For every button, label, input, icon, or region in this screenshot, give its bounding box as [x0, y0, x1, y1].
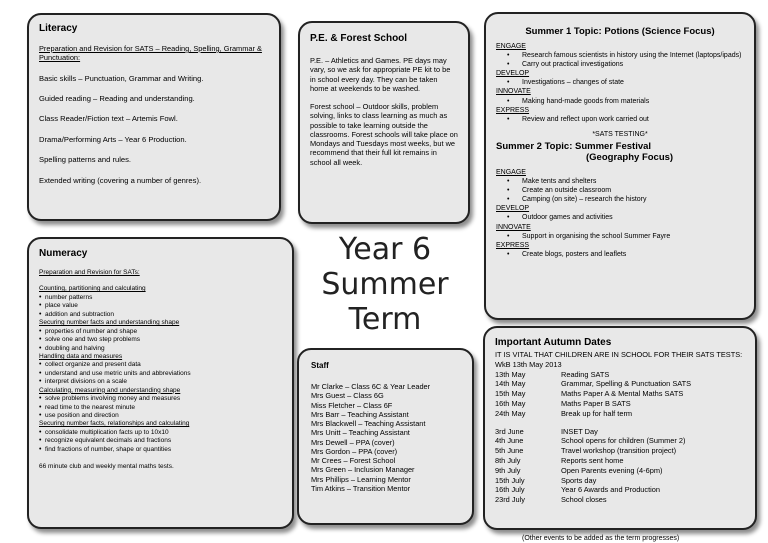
pe-paragraph: P.E. – Athletics and Games. PE days may vary, so we ask for appropriate PE kit to be in school every day. They can be taken home at weekends to be washed. [310, 56, 451, 93]
event-cell: Maths Paper B SATS [561, 398, 631, 408]
table-row [495, 399, 691, 409]
numeracy-item: • properties of number and shape [39, 328, 282, 336]
date-cell: 16th July [495, 485, 525, 495]
staff-member: Mrs Gordon – PPA (cover) [311, 446, 398, 456]
summer1-express-heading: EXPRESS [496, 106, 530, 114]
summer1-innovate-item: • Making hand-made goods from materials [522, 97, 744, 106]
dates-table-2 [495, 427, 685, 505]
table-row [495, 436, 685, 446]
date-cell: 13th May [495, 369, 526, 379]
numeracy-subtitle: Preparation and Revision for SATs: [39, 269, 140, 276]
table-row [495, 466, 685, 476]
pe-title: P.E. & Forest School [310, 33, 408, 44]
literacy-line: Spelling patterns and rules. [39, 155, 132, 165]
date-cell: 3rd June [495, 426, 524, 436]
date-cell: 15th May [495, 389, 526, 399]
numeracy-item: • number patterns [39, 294, 282, 302]
staff-member: Mrs Green – Inclusion Manager [311, 465, 415, 475]
date-cell: 14th May [495, 379, 526, 389]
date-cell: 15th July [495, 475, 525, 485]
event-cell: Reading SATS [561, 369, 610, 379]
table-row [495, 456, 685, 466]
date-cell: 16th May [495, 398, 526, 408]
date-cell: 8th July [495, 455, 521, 465]
summer1-engage-item: • Research famous scientists in history using the Internet (laptops/ipads) [522, 51, 744, 60]
table-row [495, 476, 685, 486]
summer2-innovate-item: • Support in organising the school Summer Fayre [522, 232, 744, 241]
page-title [300, 232, 470, 337]
event-cell: School opens for children (Summer 2) [561, 436, 686, 446]
summer2-express-heading: EXPRESS [496, 241, 530, 249]
summer2-engage-item: • Make tents and shelters [522, 177, 744, 186]
table-row [495, 409, 691, 419]
staff-panel [297, 348, 474, 525]
pe-forest-school-panel [298, 21, 470, 224]
literacy-line: Basic skills – Punctuation, Grammar and Writing. [39, 73, 204, 83]
numeracy-item: • collect organize and present data [39, 361, 282, 369]
numeracy-item: • addition and subtraction [39, 311, 282, 319]
date-cell: 9th July [495, 465, 521, 475]
event-cell: INSET Day [561, 426, 598, 436]
literacy-line: Drama/Performing Arts – Year 6 Production. [39, 134, 187, 144]
event-cell: Sports day [561, 475, 597, 485]
numeracy-item: • recognize equivalent decimals and fractions [39, 437, 282, 445]
staff-member: Mrs Barr – Teaching Assistant [311, 409, 409, 419]
event-cell: Reports sent home [561, 455, 624, 465]
table-row [495, 370, 691, 380]
page-title-line: Term [348, 302, 422, 337]
literacy-subtitle: Preparation and Revision for SATS – Reading, Spelling, Grammar & Punctuation: [39, 44, 262, 63]
summer1-express-item: • Review and reflect upon work carried out [522, 115, 744, 124]
event-cell: Year 6 Awards and Production [561, 485, 661, 495]
numeracy-item: • consolidate multiplication facts up to 10x10 [39, 429, 282, 437]
staff-member: Mrs Phillips – Learning Mentor [311, 474, 411, 484]
dates-title: Important Autumn Dates [495, 337, 612, 348]
numeracy-item: • use position and direction [39, 412, 282, 420]
dates-notice: IT IS VITAL THAT CHILDREN ARE IN SCHOOL FOR THEIR SATS TESTS: WkB 13th May 2013 [495, 350, 743, 369]
summer2-title: Summer 2 Topic: Summer Festival [496, 140, 652, 152]
literacy-line: Guided reading – Reading and understanding. [39, 93, 195, 103]
table-row [495, 389, 691, 399]
staff-member: Mrs Guest – Class 6G [311, 391, 384, 401]
numeracy-item: • solve one and two step problems [39, 336, 282, 344]
dates-table-1 [495, 370, 691, 419]
date-cell: 24th May [495, 408, 526, 418]
summer2-engage-item: • Create an outside classroom [522, 186, 744, 195]
event-cell: Travel workshop (transition project) [561, 446, 677, 456]
numeracy-item: • find fractions of number, shape or quantities [39, 446, 282, 454]
table-row [495, 427, 685, 437]
summer2-innovate-heading: INNOVATE [496, 223, 531, 231]
table-row [495, 446, 685, 456]
numeracy-item: • doubling and halving [39, 345, 282, 353]
numeracy-item: • understand and use metric units and abbreviations [39, 370, 282, 378]
staff-member: Mr Clarke – Class 6C & Year Leader [311, 382, 431, 391]
numeracy-footer: 66 minute club and weekly mental maths tests. [39, 463, 174, 471]
table-row [495, 495, 685, 505]
event-cell: School closes [561, 495, 607, 505]
important-dates-panel [483, 326, 757, 530]
literacy-line: Class Reader/Fiction text – Artemis Fowl. [39, 114, 178, 124]
summer1-engage-heading: ENGAGE [496, 43, 526, 50]
event-cell: Break up for half term [561, 408, 633, 418]
summer2-engage-heading: ENGAGE [496, 168, 526, 176]
staff-title: Staff [311, 361, 329, 370]
event-cell: Maths Paper A & Mental Maths SATS [561, 389, 684, 399]
numeracy-section-heading: Handling data and measures [39, 352, 123, 360]
page-title-line: Summer [321, 267, 449, 302]
summer2-develop-heading: DEVELOP [496, 205, 530, 213]
date-cell: 23rd July [495, 495, 525, 505]
numeracy-section-heading: Calculating, measuring and understanding shape [39, 386, 181, 394]
table-row [495, 379, 691, 389]
sats-testing-note: *SATS TESTING* [592, 130, 648, 138]
literacy-line: Extended writing (covering a number of genres). [39, 175, 202, 185]
event-cell: Open Parents evening (4-6pm) [561, 465, 663, 475]
numeracy-sections [39, 285, 282, 454]
numeracy-section-heading: Counting, partitioning and calculating [39, 285, 146, 293]
staff-member: Mrs Dewell – PPA (cover) [311, 437, 395, 447]
staff-member: Miss Fletcher – Class 6F [311, 400, 393, 410]
event-cell: Grammar, Spelling & Punctuation SATS [561, 379, 692, 389]
staff-member: Mrs Unitt – Teaching Assistant [311, 428, 410, 438]
summer1-develop-item: • Investigations – changes of state [522, 78, 744, 87]
summer1-engage-item: • Carry out practical investigations [522, 60, 744, 69]
numeracy-item: • interpret divisions on a scale [39, 378, 282, 386]
numeracy-title: Numeracy [39, 248, 88, 259]
date-cell: 4th June [495, 436, 524, 446]
date-cell: 5th June [495, 446, 524, 456]
numeracy-item: • solve problems involving money and measures [39, 395, 282, 403]
literacy-panel [27, 13, 281, 221]
summer1-innovate-heading: INNOVATE [496, 88, 531, 96]
staff-list [311, 382, 460, 493]
numeracy-panel [27, 237, 294, 529]
summer2-develop-item: • Outdoor games and activities [522, 213, 744, 222]
summer-topics-panel [484, 12, 756, 320]
literacy-title: Literacy [39, 23, 78, 34]
numeracy-item: • place value [39, 302, 282, 310]
forest-school-paragraph: Forest school – Outdoor skills, problem solving, links to class learning as much as possible to take learning outside the classrooms. Forest schools will take place on Mondays and Tuesdays most weeks, but we recommend that their full kit remains in school all week. [310, 102, 458, 167]
table-row [495, 485, 685, 495]
page-title-line: Year 6 [338, 232, 432, 267]
numeracy-section-heading: Securing number facts, relationships and calculating [39, 420, 190, 428]
summer1-develop-heading: DEVELOP [496, 70, 530, 78]
staff-member: Mr Crees – Forest School [311, 456, 396, 465]
summer1-title: Summer 1 Topic: Potions (Science Focus) [525, 26, 715, 37]
dates-footer-note: (Other events to be added as the term progresses) [522, 535, 680, 542]
numeracy-item: • read time to the nearest minute [39, 404, 282, 412]
staff-member: Mrs Blackwell – Teaching Assistant [311, 419, 426, 428]
summer2-engage-item: • Camping (on site) – research the history [522, 195, 744, 204]
summer2-express-item: • Create blogs, posters and leaflets [522, 250, 744, 259]
numeracy-section-heading: Securing number facts and understanding shape [39, 319, 180, 327]
staff-member: Tim Atkins – Transition Mentor [311, 483, 411, 493]
summer2-title-focus: (Geography Focus) [586, 151, 674, 163]
